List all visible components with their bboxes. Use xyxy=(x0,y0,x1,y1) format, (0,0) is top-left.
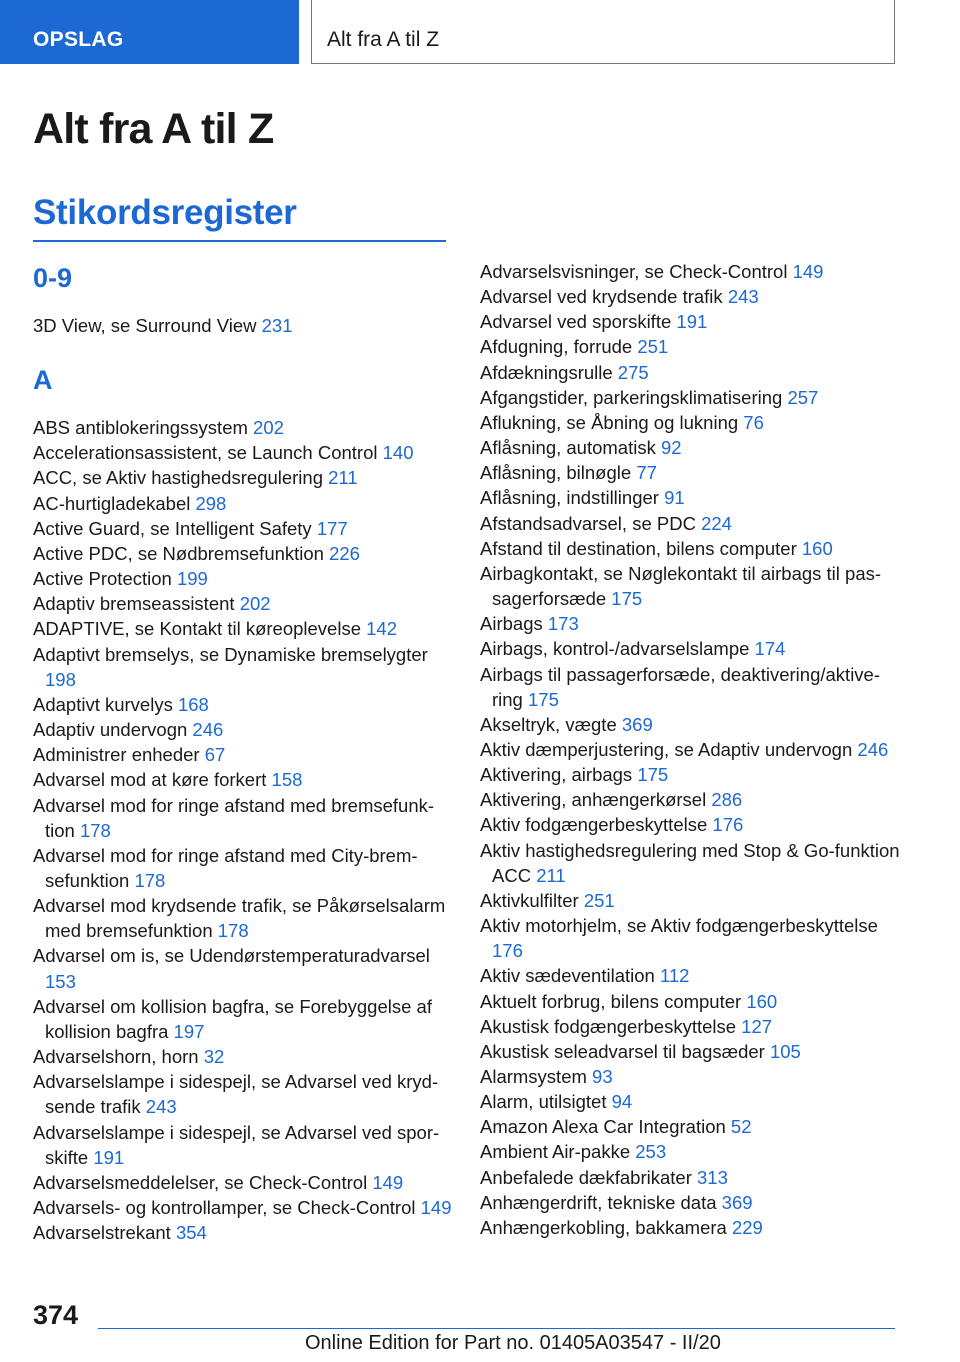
page-reference-link[interactable]: 77 xyxy=(636,462,657,484)
index-entry xyxy=(480,762,900,787)
index-entry xyxy=(480,536,900,561)
page-reference-link[interactable]: 160 xyxy=(801,537,833,559)
index-subtitle: Stikordsregister xyxy=(33,193,297,232)
index-entry-text: Advarsel ved krydsende trafik xyxy=(480,286,723,308)
index-entry-text: Active Protection xyxy=(33,568,172,590)
index-entry-text: Airbags til passagerforsæde, deaktivering/aktivering xyxy=(480,663,881,710)
index-entry-text: AC-hurtigladekabel xyxy=(33,492,191,514)
page-reference-link[interactable]: 354 xyxy=(175,1222,207,1244)
index-entry-text: Aflukning, se Åbning og lukning xyxy=(480,411,739,433)
index-entry xyxy=(33,843,453,893)
index-entry xyxy=(480,636,900,661)
index-entry xyxy=(33,1170,453,1195)
footer-edition-text: Online Edition for Part no. 01405A03547 - II/20 xyxy=(305,1332,721,1354)
index-entry-text: Aflåsning, automatisk xyxy=(480,437,656,459)
index-entry xyxy=(33,793,453,843)
index-entry xyxy=(480,334,900,359)
page-reference-link[interactable]: 178 xyxy=(79,819,111,841)
page-reference-link[interactable]: 211 xyxy=(328,467,358,489)
running-header-title: Alt fra A til Z xyxy=(311,0,895,64)
page-reference-link[interactable]: 178 xyxy=(217,920,249,942)
page-reference-link[interactable]: 231 xyxy=(261,315,293,336)
index-entry-text: ACC, se Aktiv hastighedsregulering xyxy=(33,467,323,489)
index-entry xyxy=(480,737,900,762)
index-entry xyxy=(480,360,900,385)
page-reference-link[interactable]: 112 xyxy=(659,965,690,987)
index-entry xyxy=(33,767,453,792)
page-reference-link[interactable]: 199 xyxy=(176,568,208,590)
page-reference-link[interactable]: 32 xyxy=(203,1046,225,1068)
index-entry xyxy=(33,415,453,440)
page-reference-link[interactable]: 191 xyxy=(93,1146,125,1168)
page-reference-link[interactable]: 197 xyxy=(173,1020,205,1042)
page-reference-link[interactable]: 93 xyxy=(592,1066,613,1087)
page-reference-link[interactable]: 176 xyxy=(712,814,744,836)
index-entry-text: Advarsel om is, se Udendørstemperaturadvarsel xyxy=(33,945,430,967)
index-entry-text: Anhængerkobling, bakkamera xyxy=(480,1216,727,1238)
index-entry xyxy=(480,913,900,963)
index-entry xyxy=(480,1014,900,1039)
page-reference-link[interactable]: 91 xyxy=(664,487,685,509)
index-entry xyxy=(480,1064,900,1089)
index-entry-text: Akseltryk, vægte xyxy=(480,713,617,735)
index-entry xyxy=(33,616,453,641)
page-reference-link[interactable]: 226 xyxy=(329,542,360,564)
index-entry-text: Aktivering, anhængerkørsel xyxy=(480,789,707,811)
index-entry xyxy=(33,742,453,767)
page-reference-link[interactable]: 174 xyxy=(754,638,786,660)
page-reference-link[interactable]: 177 xyxy=(316,517,348,539)
index-entry-text: Aktiv motorhjelm, se Aktiv fodgængerbeskyttelse xyxy=(480,915,878,937)
index-entry-text: Akustisk seleadvarsel til bagsæder xyxy=(480,1040,765,1062)
index-entry-text: Advarsel om kollision bagfra, se Forebyggelse af kollision bagfra xyxy=(33,995,432,1042)
index-entry xyxy=(480,1215,900,1240)
index-entry xyxy=(480,963,900,988)
index-entry xyxy=(480,561,900,611)
index-entry xyxy=(480,712,900,737)
index-entry xyxy=(480,485,900,510)
index-entry xyxy=(33,541,453,566)
index-entry-text: 3D View, se Surround View xyxy=(33,315,257,336)
index-column-right xyxy=(480,259,900,1240)
index-entry xyxy=(480,787,900,812)
index-entry-text: Aktiv dæmperjustering, se Adaptiv undervogn xyxy=(480,738,853,760)
index-entry xyxy=(33,1044,453,1069)
index-column-left xyxy=(33,254,453,1245)
index-entry-text: ABS antiblokeringssystem xyxy=(33,417,248,439)
page-reference-link[interactable]: 229 xyxy=(731,1216,763,1238)
page-reference-link[interactable]: 246 xyxy=(857,738,889,760)
index-entry xyxy=(480,989,900,1014)
index-entry xyxy=(480,1039,900,1064)
footer-rule xyxy=(98,1328,895,1329)
page-reference-link[interactable]: 168 xyxy=(177,693,209,715)
page-reference-link[interactable]: 251 xyxy=(637,336,669,358)
index-entry xyxy=(480,1089,900,1114)
page-reference-link[interactable]: 298 xyxy=(195,492,227,514)
page-reference-link[interactable]: 211 xyxy=(536,864,566,886)
index-entry-text: Afstandsadvarsel, se PDC xyxy=(480,512,696,534)
page-reference-link[interactable]: 191 xyxy=(676,311,708,333)
index-entry xyxy=(33,1195,453,1220)
index-entry xyxy=(33,717,453,742)
index-entry xyxy=(33,491,453,516)
page-reference-link[interactable]: 92 xyxy=(660,437,682,459)
index-entry xyxy=(480,385,900,410)
page-reference-link[interactable]: 127 xyxy=(741,1015,773,1037)
page-reference-link[interactable]: 243 xyxy=(145,1096,177,1118)
page-reference-link[interactable]: 142 xyxy=(366,618,398,640)
page-reference-link[interactable]: 76 xyxy=(743,411,764,433)
index-entry-text: Afdækningsrulle xyxy=(480,361,613,383)
index-entry-text: Anbefalede dækfabrikater xyxy=(480,1166,692,1188)
page-reference-link[interactable]: 369 xyxy=(721,1191,753,1213)
index-entry xyxy=(33,1220,453,1245)
index-entry xyxy=(33,591,453,616)
page-reference-link[interactable]: 67 xyxy=(204,744,226,766)
page-reference-link[interactable]: 173 xyxy=(547,613,579,635)
page-reference-link[interactable]: 198 xyxy=(45,668,76,690)
index-entry-text: Ambient Air-pakke xyxy=(480,1141,631,1163)
index-entry-text: Advarsel mod for ringe afstand med City-bremsefunktion xyxy=(33,844,418,891)
page-reference-link[interactable]: 251 xyxy=(583,889,615,911)
index-entry-text: Aktuelt forbrug, bilens computer xyxy=(480,990,742,1012)
page-reference-link[interactable]: 202 xyxy=(239,593,271,615)
index-entry-text: Advarsel mod for ringe afstand med bremsefunktion xyxy=(33,794,435,841)
page-reference-link[interactable]: 175 xyxy=(611,588,643,610)
index-entry-text: Active PDC, se Nødbremsefunktion xyxy=(33,542,324,564)
index-entry xyxy=(33,994,453,1044)
index-entry-text: Aflåsning, bilnøgle xyxy=(480,462,632,484)
index-entry-text: Afgangstider, parkeringsklimatisering xyxy=(480,386,783,408)
index-entry xyxy=(33,440,453,465)
page-reference-link[interactable]: 176 xyxy=(492,940,523,962)
page-reference-link[interactable]: 243 xyxy=(727,286,759,308)
index-entry-text: Airbags xyxy=(480,613,543,635)
page-reference-link[interactable]: 175 xyxy=(528,688,559,710)
page-reference-link[interactable]: 94 xyxy=(611,1091,633,1113)
index-entry-text: Advarselsvisninger, se Check-Control xyxy=(480,261,788,282)
index-entry-text: Anhængerdrift, tekniske data xyxy=(480,1191,717,1213)
index-entry-text: Afstand til destination, bilens computer xyxy=(480,537,797,559)
section-tab: OPSLAG xyxy=(0,0,299,64)
index-entry xyxy=(480,259,900,284)
index-entry-text: Advarsel mod krydsende trafik, se Påkørselsalarm med bremsefunktion xyxy=(33,895,446,942)
index-entry xyxy=(480,511,900,536)
page-number: 374 xyxy=(33,1300,79,1330)
index-entry-text: Alarm, utilsigtet xyxy=(480,1091,607,1113)
index-entry-text: Adaptivt bremselys, se Dynamiske bremselygter xyxy=(33,643,428,665)
index-entry-text: Advarsels- og kontrollamper, se Check-Control xyxy=(33,1197,416,1218)
index-entry-text: Aktivkulfilter xyxy=(480,889,579,911)
index-entry-text: Advarselslampe i sidespejl, se Advarsel ved krydsende trafik xyxy=(33,1071,439,1118)
page-reference-link[interactable]: 286 xyxy=(711,789,743,811)
index-entry-text: Amazon Alexa Car Integration xyxy=(480,1116,726,1138)
index-entry xyxy=(480,435,900,460)
page-reference-link[interactable]: 369 xyxy=(621,713,653,735)
index-entry xyxy=(480,611,900,636)
index-entry xyxy=(33,566,453,591)
index-entry xyxy=(33,642,453,692)
index-entry-text: Advarselshorn, horn xyxy=(33,1046,199,1068)
page-reference-link[interactable]: 202 xyxy=(253,417,284,439)
page-reference-link[interactable]: 257 xyxy=(787,386,819,408)
page-reference-link[interactable]: 149 xyxy=(420,1197,452,1218)
page-reference-link[interactable]: 149 xyxy=(372,1171,404,1193)
page-reference-link[interactable]: 246 xyxy=(192,719,224,741)
index-entry-text: Airbags, kontrol-/advarselslampe xyxy=(480,638,750,660)
page-reference-link[interactable]: 313 xyxy=(697,1166,728,1188)
index-entry-text: Active Guard, se Intelligent Safety xyxy=(33,517,312,539)
index-entry-text: Accelerationsassistent, se Launch Control xyxy=(33,442,378,464)
page-reference-link[interactable]: 253 xyxy=(635,1141,667,1163)
index-entry xyxy=(33,692,453,717)
page-reference-link[interactable]: 275 xyxy=(617,361,649,383)
index-entry xyxy=(480,812,900,837)
index-entry xyxy=(480,1114,900,1139)
index-entry-text: Aktiv sædeventilation xyxy=(480,965,655,987)
index-entry-text: Aktiv fodgængerbeskyttelse xyxy=(480,814,708,836)
index-entry xyxy=(33,1120,453,1170)
page-reference-link[interactable]: 149 xyxy=(792,261,824,282)
index-section-heading: A xyxy=(33,365,53,396)
index-entry xyxy=(480,1165,900,1190)
index-entry xyxy=(480,888,900,913)
index-entry-text: Airbagkontakt, se Nøglekontakt til airbags til passagerforsæde xyxy=(480,562,882,610)
index-entry xyxy=(33,313,453,338)
page-reference-link[interactable]: 224 xyxy=(701,512,732,534)
index-entry-text: Aktivering, airbags xyxy=(480,764,633,786)
page-reference-link[interactable]: 140 xyxy=(382,442,414,464)
index-entry-text: Advarsel mod at køre forkert xyxy=(33,769,267,791)
page-reference-link[interactable]: 158 xyxy=(271,769,303,791)
page-title: Alt fra A til Z xyxy=(33,105,274,153)
index-entry xyxy=(33,1069,453,1119)
page-reference-link[interactable]: 105 xyxy=(769,1040,801,1062)
index-section-heading: 0-9 xyxy=(33,263,73,293)
index-entry-text: Aflåsning, indstillinger xyxy=(480,487,659,509)
index-entry-text: Afdugning, forrude xyxy=(480,336,633,358)
index-entry-text: Advarsel ved sporskifte xyxy=(480,311,672,333)
index-entry xyxy=(480,284,900,309)
page-reference-link[interactable]: 175 xyxy=(637,764,669,786)
index-entry-text: Advarselsmeddelelser, se Check-Control xyxy=(33,1171,368,1193)
index-entry-text: Advarselslampe i sidespejl, se Advarsel ved sporskifte xyxy=(33,1121,440,1168)
index-entry-text: Aktiv hastighedsregulering med Stop & Go-funktion ACC xyxy=(480,839,900,886)
index-entry xyxy=(33,893,453,943)
index-entry xyxy=(480,1190,900,1215)
index-entry-text: Administrer enheder xyxy=(33,744,200,766)
page-reference-link[interactable]: 178 xyxy=(134,869,166,891)
index-entry-text: Adaptivt kurvelys xyxy=(33,693,173,715)
index-entry-text: Alarmsystem xyxy=(480,1066,587,1087)
index-entry-text: ADAPTIVE, se Kontakt til køreoplevelse xyxy=(33,618,361,640)
subtitle-underline xyxy=(33,240,446,242)
index-entry-text: Advarselstrekant xyxy=(33,1222,171,1244)
index-entry xyxy=(480,1139,900,1164)
index-entry xyxy=(480,410,900,435)
index-entry xyxy=(33,943,453,993)
page-reference-link[interactable]: 160 xyxy=(746,990,778,1012)
index-entry xyxy=(480,460,900,485)
index-entry xyxy=(33,516,453,541)
index-entry xyxy=(480,838,900,888)
page-reference-link[interactable]: 52 xyxy=(730,1116,752,1138)
index-entry xyxy=(33,465,453,490)
index-entry xyxy=(480,309,900,334)
index-entry-text: Adaptiv bremseassistent xyxy=(33,593,235,615)
index-entry-text: Adaptiv undervogn xyxy=(33,719,188,741)
page-reference-link[interactable]: 153 xyxy=(45,970,76,992)
index-entry xyxy=(480,662,900,712)
index-entry-text: Akustisk fodgængerbeskyttelse xyxy=(480,1015,737,1037)
